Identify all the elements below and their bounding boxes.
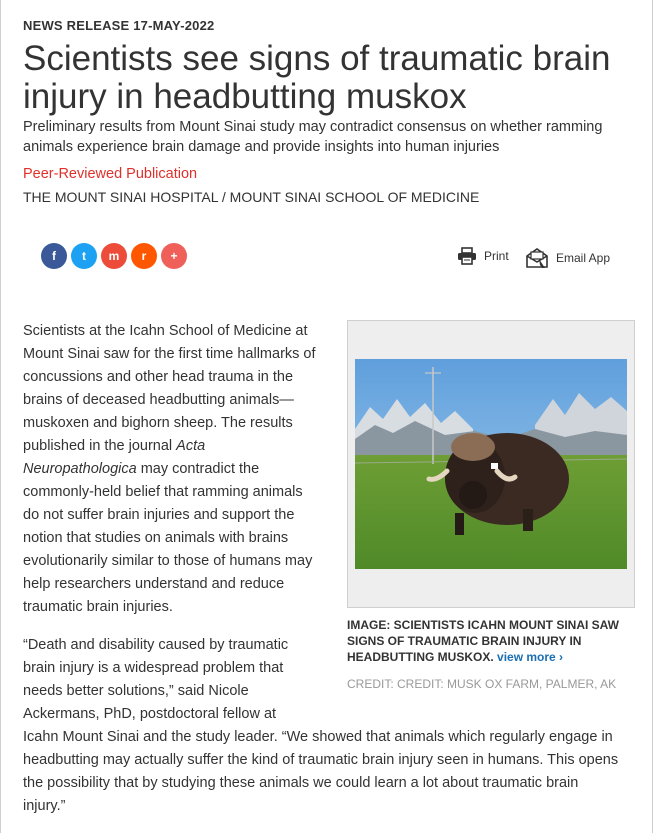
figure-caption: IMAGE: SCIENTISTS ICAHN MOUNT SINAI SAW SIGNS OF TRAUMATIC BRAIN INJURY IN HEADBUTTING MUSKOX. view more › — [347, 618, 620, 664]
article-body-paragraph-2: “Death and disability caused by traumatic brain injury is a widespread problem that needs better solutions,” said Nicole Ackermans, PhD, postdoctoral fellow at Icahn Mount Sinai and the study leader. “We showed that animals which regularly engage in headbutting may actually suffer the kind of traumatic brain injury seen in humans. This opens the possibility that by studying these animals we could learn a lot about traumatic brain injury.” — [23, 637, 619, 814]
journal-name: Acta Neuropathologica — [23, 438, 206, 477]
article-body-paragraph-1: Scientists at the Icahn School of Medicine at Mount Sinai saw for the first time hallmarks of concussions and other head trauma in the brains of deceased headbutting animals—muskoxen and bighorn sheep. The results published in the journal Acta Neuropathologica may contradict the commonly-held belief that ramming animals do not suffer brain injuries and support the notion that studies on animals with brains evolutionarily similar to those of humans may help researchers understand and reduce traumatic brain injuries. — [23, 323, 316, 615]
printer-icon — [457, 247, 477, 265]
peer-reviewed-label: Peer-Reviewed Publication — [23, 166, 198, 182]
institution-name[interactable]: THE MOUNT SINAI HOSPITAL / MOUNT SINAI SCHOOL OF MEDICINE — [23, 189, 480, 205]
facebook-icon[interactable]: f — [41, 243, 67, 269]
email-button[interactable] — [525, 247, 610, 269]
figure-credit: CREDIT: CREDIT: MUSK OX FARM, PALMER, AK — [347, 677, 617, 691]
email-label: Email App — [556, 251, 611, 265]
reddit-icon[interactable]: r — [131, 243, 157, 269]
article-figure[interactable] — [347, 320, 635, 608]
article-subhead: Preliminary results from Mount Sinai study may contradict consensus on whether ramming animals experience brain damage and provide insights into human injuries — [23, 119, 603, 155]
muskox-photo[interactable] — [355, 359, 627, 569]
more-share-icon[interactable]: + — [161, 243, 187, 269]
share-bar — [41, 243, 187, 269]
twitter-icon[interactable]: t — [71, 243, 97, 269]
print-label: Print — [484, 249, 509, 263]
email-icon — [525, 247, 549, 269]
view-more-link[interactable]: view more › — [497, 650, 564, 664]
print-button[interactable] — [457, 247, 509, 265]
mendeley-icon[interactable]: m — [101, 243, 127, 269]
article-headline: Scientists see signs of traumatic brain injury in headbutting muskox — [23, 39, 611, 116]
release-date-line: NEWS RELEASE 17-MAY-2022 — [23, 18, 215, 33]
